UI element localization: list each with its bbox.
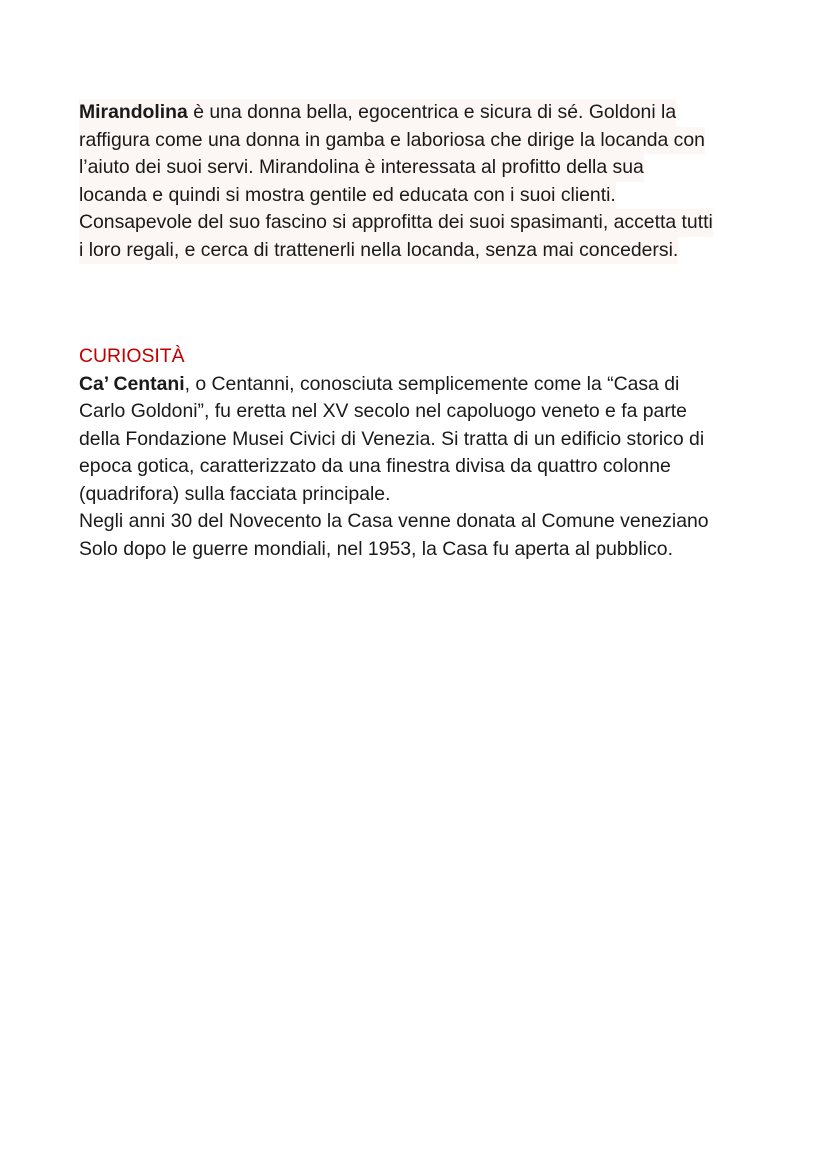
- section-line: (quadrifora) sulla facciata principale.: [79, 482, 391, 505]
- paragraph-line: Consapevole del suo fascino si approfitta dei suoi spasimanti, accetta tutti: [79, 209, 713, 237]
- mirandolina-paragraph: [79, 99, 769, 264]
- section-text: , o Centanni, conosciuta semplicemente come la “Casa di: [184, 372, 680, 395]
- curiosita-heading: CURIOSITÀ: [79, 345, 185, 367]
- section-line: Carlo Goldoni”, fu eretta nel XV secolo nel capoluogo veneto e fa parte: [79, 400, 687, 422]
- ca-centani-name: Ca’ Centani: [79, 372, 185, 395]
- section-line: della Fondazione Musei Civici di Venezia. Si tratta di un edificio storico di: [79, 427, 705, 450]
- mirandolina-name: Mirandolina: [79, 101, 188, 123]
- section-line: [79, 371, 769, 399]
- paragraph-line: raffigura come una donna in gamba e laboriosa che dirige la locanda con: [79, 127, 705, 155]
- paragraph-line: locanda e quindi si mostra gentile ed educata con i suoi clienti.: [79, 182, 616, 210]
- paragraph-text: è una donna bella, egocentrica e sicura di sé. Goldoni la: [187, 101, 677, 123]
- curiosita-section: [79, 343, 769, 563]
- section-line: epoca gotica, caratterizzato da una finestra divisa da quattro colonne: [79, 455, 671, 477]
- paragraph-line: [79, 99, 676, 127]
- paragraph-line: l’aiuto dei suoi servi. Mirandolina è interessata al profitto della sua: [79, 154, 644, 182]
- section-line: Negli anni 30 del Novecento la Casa venne donata al Comune veneziano: [79, 510, 709, 532]
- paragraph-line: i loro regali, e cerca di trattenerli nella locanda, senza mai concedersi.: [79, 237, 678, 265]
- section-line: Solo dopo le guerre mondiali, nel 1953, la Casa fu aperta al pubblico.: [79, 537, 673, 560]
